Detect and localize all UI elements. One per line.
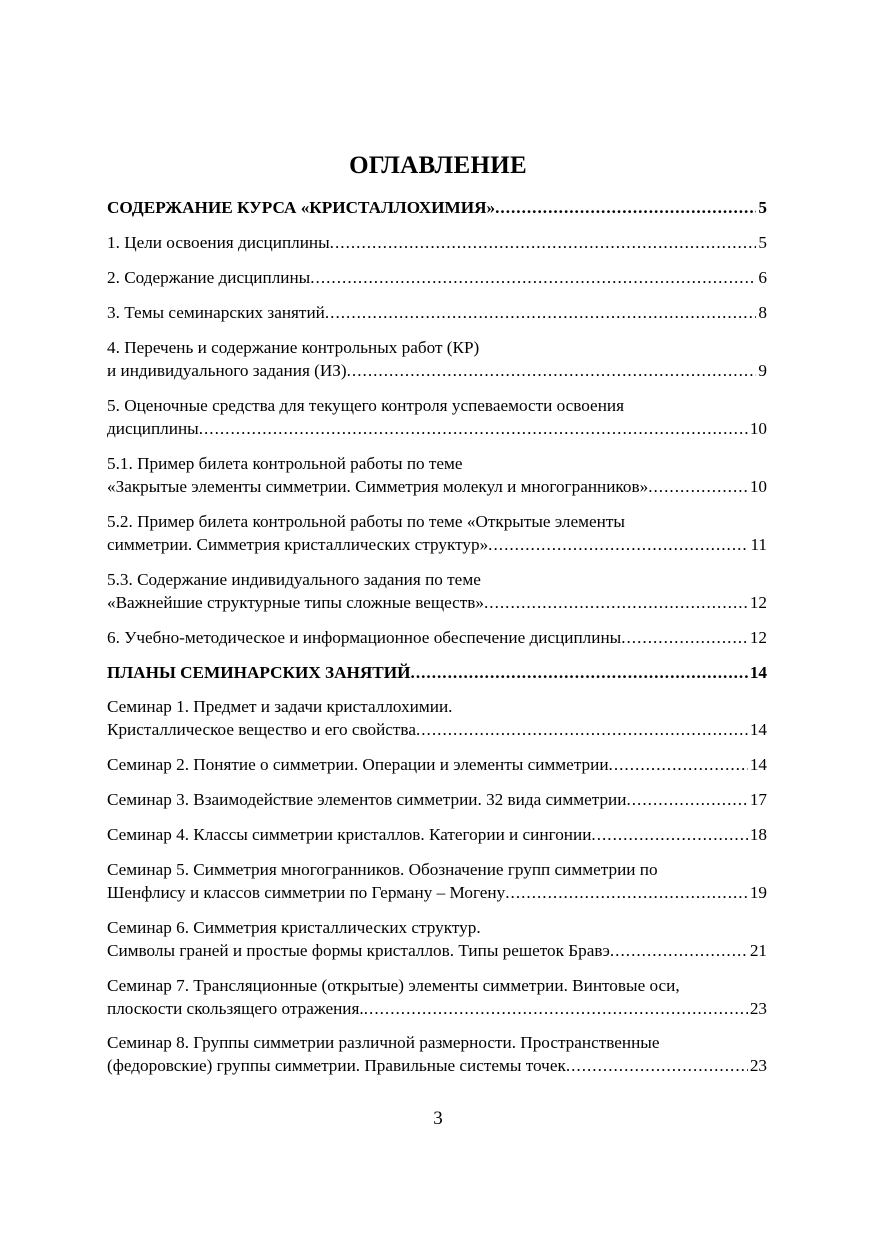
toc-entry-title-line: 5.3. Содержание индивидуального задания по теме — [107, 570, 481, 589]
toc-entry-page: 21 — [749, 941, 767, 960]
toc-entry-title-line: Семинар 5. Симметрия многогранников. Обозначение групп симметрии по — [107, 860, 658, 879]
toc-entry[interactable] — [107, 974, 767, 1020]
toc-entry-title: Шенфлису и классов симметрии по Герману – Могену — [107, 883, 506, 902]
toc-entry-title-line: 5.1. Пример билета контрольной работы по теме — [107, 454, 463, 473]
toc-entry-title: 1. Цели освоения дисциплины — [107, 233, 330, 252]
dot-leader — [484, 591, 748, 614]
toc-entry-last-line — [107, 591, 767, 614]
toc-entry[interactable] — [107, 231, 767, 254]
toc-entry[interactable] — [107, 916, 767, 962]
toc-entry-title: 6. Учебно-методическое и информационное обеспечение дисциплины — [107, 628, 622, 647]
toc-entry[interactable] — [107, 510, 767, 556]
toc-entry-title: (федоровские) группы симметрии. Правильные системы точек — [107, 1056, 566, 1075]
toc-entry-last-line — [107, 718, 767, 741]
toc-entry-title-line: Семинар 6. Симметрия кристаллических структур. — [107, 918, 481, 937]
toc-entry-title: ПЛАНЫ СЕМИНАРСКИХ ЗАНЯТИЙ — [107, 663, 411, 682]
table-of-contents — [107, 196, 767, 1077]
toc-entry[interactable] — [107, 452, 767, 498]
toc-entry-last-line — [107, 661, 767, 684]
toc-entry[interactable] — [107, 858, 767, 904]
toc-entry-title: Семинар 3. Взаимодействие элементов симметрии. 32 вида симметрии — [107, 790, 627, 809]
toc-entry-page: 12 — [749, 628, 767, 647]
toc-entry-last-line — [107, 823, 767, 846]
toc-entry-page: 8 — [758, 303, 767, 322]
toc-entry-last-line — [107, 753, 767, 776]
dot-leader — [621, 626, 748, 649]
toc-entry-title: СОДЕРЖАНИЕ КУРСА «КРИСТАЛЛОХИМИЯ» — [107, 198, 496, 217]
toc-entry-page: 6 — [758, 268, 767, 287]
toc-entry-last-line — [107, 1054, 767, 1077]
toc-entry-title: Семинар 4. Классы симметрии кристаллов. Категории и сингонии — [107, 825, 592, 844]
toc-entry-last-line — [107, 301, 767, 324]
toc-entry-title: 3. Темы семинарских занятий — [107, 303, 325, 322]
toc-entry-title-line: 5.2. Пример билета контрольной работы по теме «Открытые элементы — [107, 512, 625, 531]
dot-leader — [330, 231, 757, 254]
toc-entry-page: 14 — [749, 755, 767, 774]
toc-entry[interactable] — [107, 568, 767, 614]
toc-entry-title: «Закрытые элементы симметрии. Симметрия молекул и многогранников» — [107, 477, 649, 496]
dot-leader — [495, 196, 756, 219]
toc-entry[interactable] — [107, 788, 767, 811]
toc-entry-last-line — [107, 533, 767, 556]
toc-entry-title: и индивидуального задания (ИЗ) — [107, 361, 347, 380]
toc-entry-title: дисциплины — [107, 419, 199, 438]
toc-entry-title: Кристаллическое вещество и его свойства — [107, 720, 416, 739]
toc-entry-page: 18 — [749, 825, 767, 844]
dot-leader — [364, 997, 748, 1020]
toc-entry-last-line — [107, 417, 767, 440]
toc-entry-page: 10 — [749, 419, 767, 438]
dot-leader — [310, 266, 756, 289]
toc-entry-last-line — [107, 475, 767, 498]
dot-leader — [566, 1054, 748, 1077]
toc-entry-page: 23 — [749, 1056, 767, 1075]
toc-entry-last-line — [107, 196, 767, 219]
toc-entry-title: «Важнейшие структурные типы сложные веществ» — [107, 593, 484, 612]
toc-entry[interactable] — [107, 196, 767, 219]
toc-entry-title: симметрии. Симметрия кристаллических структур» — [107, 535, 489, 554]
toc-entry[interactable] — [107, 823, 767, 846]
toc-entry-title-line: Семинар 7. Трансляционные (открытые) элементы симметрии. Винтовые оси, — [107, 976, 680, 995]
toc-entry-page: 17 — [749, 790, 767, 809]
dot-leader — [416, 718, 748, 741]
toc-entry[interactable] — [107, 1031, 767, 1077]
toc-entry-last-line — [107, 266, 767, 289]
toc-entry-last-line — [107, 359, 767, 382]
toc-entry-page: 5 — [758, 198, 767, 217]
toc-entry-page: 14 — [749, 663, 767, 682]
toc-entry[interactable] — [107, 753, 767, 776]
toc-entry-title: плоскости скользящего отражения. — [107, 999, 364, 1018]
dot-leader — [199, 417, 748, 440]
toc-entry-page: 5 — [758, 233, 767, 252]
toc-entry[interactable] — [107, 626, 767, 649]
toc-entry-page: 19 — [749, 883, 767, 902]
dot-leader — [591, 823, 747, 846]
toc-entry-last-line — [107, 881, 767, 904]
dot-leader — [488, 533, 748, 556]
toc-entry-page: 12 — [749, 593, 767, 612]
dot-leader — [609, 753, 748, 776]
dot-leader — [411, 661, 748, 684]
toc-entry-title: 2. Содержание дисциплины — [107, 268, 311, 287]
toc-entry-page: 14 — [749, 720, 767, 739]
toc-entry-page: 23 — [749, 999, 767, 1018]
toc-entry-last-line — [107, 997, 767, 1020]
toc-entry[interactable] — [107, 266, 767, 289]
toc-entry-last-line — [107, 626, 767, 649]
page-number: 3 — [433, 1108, 443, 1129]
toc-entry-title-line: Семинар 1. Предмет и задачи кристаллохимии. — [107, 697, 453, 716]
toc-entry-last-line — [107, 231, 767, 254]
toc-entry[interactable] — [107, 394, 767, 440]
dot-leader — [610, 939, 748, 962]
toc-entry-title: Семинар 2. Понятие о симметрии. Операции и элементы симметрии — [107, 755, 609, 774]
toc-entry[interactable] — [107, 336, 767, 382]
dot-leader — [325, 301, 757, 324]
toc-entry[interactable] — [107, 695, 767, 741]
dot-leader — [648, 475, 748, 498]
toc-entry-title-line: Семинар 8. Группы симметрии различной размерности. Пространственные — [107, 1033, 660, 1052]
toc-entry-title: Символы граней и простые формы кристаллов. Типы решеток Бравэ — [107, 941, 610, 960]
toc-entry-title-line: 4. Перечень и содержание контрольных работ (КР) — [107, 338, 480, 357]
toc-entry-page: 10 — [749, 477, 767, 496]
toc-entry-last-line — [107, 939, 767, 962]
toc-entry-last-line — [107, 788, 767, 811]
dot-leader — [347, 359, 757, 382]
toc-entry-page: 11 — [750, 535, 767, 554]
page-title: ОГЛАВЛЕНИЕ — [349, 152, 527, 179]
toc-entry-page: 9 — [758, 361, 767, 380]
toc-entry[interactable] — [107, 661, 767, 684]
dot-leader — [505, 881, 748, 904]
toc-entry-title-line: 5. Оценочные средства для текущего контроля успеваемости освоения — [107, 396, 624, 415]
dot-leader — [626, 788, 747, 811]
toc-entry[interactable] — [107, 301, 767, 324]
